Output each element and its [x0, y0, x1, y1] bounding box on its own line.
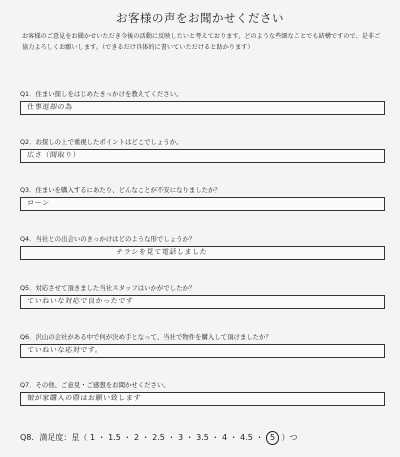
answer-box[interactable] [20, 149, 385, 163]
question-4 [20, 235, 385, 260]
question-8-satisfaction: Q8．満足度：星（ 1 ・ 1.5 ・ 2 ・ 2.5 ・ 3 ・ 3.5 ・ 4 ・ 4.5 ・ 5 ）つ [20, 431, 385, 445]
answer-box[interactable] [20, 392, 385, 406]
answer-box[interactable] [20, 246, 385, 260]
question-7 [20, 381, 385, 406]
handwritten-answer: 広さ（間取り） [26, 151, 81, 159]
rating-option[interactable]: 3.5 [196, 433, 209, 442]
handwritten-answer: ていねいな応対です。 [26, 346, 103, 354]
question-label: Q3．住まいを購入するにあたり、どんなことが不安になりましたか？ [20, 186, 221, 194]
rating-option[interactable]: 2 [133, 433, 140, 442]
question-6 [20, 333, 385, 358]
satisfaction-label: Q8．満足度：星（ [20, 433, 88, 442]
question-label: Q5．対応させて頂きました当社スタッフはいかがでしたか？ [20, 284, 196, 292]
rating-option[interactable]: 3 [177, 433, 184, 442]
question-label: Q1．住まい探しをはじめたきっかけを教えてください。 [20, 90, 183, 98]
answer-box[interactable] [20, 101, 385, 115]
handwritten-answer: ていねいな対応で良かったです [26, 297, 134, 305]
question-label: Q7．その他、ご意見・ご感想をお聞かせください。 [20, 381, 170, 389]
form-title: お客様の声をお聞かせください [116, 11, 284, 25]
question-label: Q2．お探しの上で重視したポイントはどこでしょうか。 [20, 138, 183, 146]
question-label: Q6．沢山の会社がある中で何が決め手となって、当社で物件を購入して頂けましたか？ [20, 333, 272, 341]
rating-option[interactable]: 4.5 [240, 433, 253, 442]
rating-option[interactable]: 1.5 [108, 433, 121, 442]
handwritten-answer: ローン [26, 199, 51, 207]
rating-option[interactable]: 1 [89, 433, 96, 442]
answer-box[interactable] [20, 295, 385, 309]
answer-box[interactable] [20, 197, 385, 211]
satisfaction-suffix: ）つ [281, 433, 298, 442]
rating-option[interactable]: 2.5 [152, 433, 165, 442]
question-label: Q4．当社との出会いのきっかけはどのような形でしょうか？ [20, 235, 196, 243]
answer-box[interactable] [20, 344, 385, 358]
rating-option[interactable]: 4 [221, 433, 228, 442]
intro-text: お客様のご意見をお聞かせいただき今後の活動に反映したいと考えております。どのような些細なことでも結構ですので、是非ご協力よろしくお願いします。（できるだけ具体的に書いていただけると助かります） [22, 33, 381, 51]
handwritten-answer: チラシを見て電話しました [115, 248, 208, 256]
question-5 [20, 284, 385, 309]
question-2 [20, 138, 385, 163]
question-1 [20, 90, 385, 115]
handwritten-answer: 仕事退却の為 [26, 103, 74, 111]
rating-option-selected[interactable]: 5 [266, 431, 279, 445]
question-3 [20, 186, 385, 211]
handwritten-answer: 娘が家購入の際はお願い致します [26, 394, 142, 402]
